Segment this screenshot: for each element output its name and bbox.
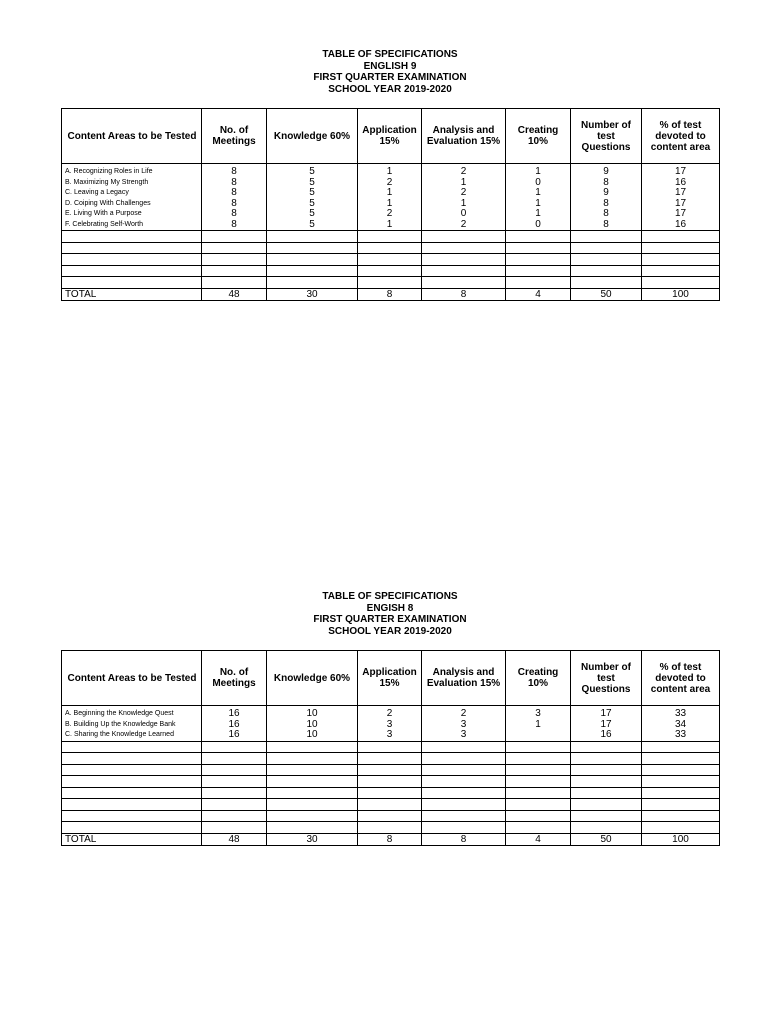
questions-cell: 8 bbox=[571, 199, 642, 210]
analysis-cell: 2 bbox=[422, 220, 506, 231]
application-cell: 1 bbox=[358, 167, 422, 178]
content-area: B. Building Up the Knowledge Bank bbox=[62, 720, 202, 731]
percent-cell: 17 bbox=[642, 188, 720, 199]
header-meetings: No. of Meetings bbox=[202, 651, 267, 706]
percent-cell: 33 bbox=[642, 709, 720, 720]
subject-title: ENGLISH 9 bbox=[363, 60, 417, 72]
specifications-table bbox=[61, 108, 720, 301]
knowledge-cell: 5 bbox=[267, 220, 358, 231]
content-area: A. Recognizing Roles in Life bbox=[62, 167, 202, 178]
doc-title: TABLE OF SPECIFICATIONS bbox=[322, 49, 458, 60]
empty-row bbox=[62, 764, 720, 776]
creating-cell: 0 bbox=[506, 220, 571, 231]
meetings-cell: 16 bbox=[202, 720, 267, 731]
header-creating: Creating 10% bbox=[506, 651, 571, 706]
creating-cell: 1 bbox=[506, 720, 571, 731]
table-header-row bbox=[62, 651, 720, 706]
table-row bbox=[62, 199, 720, 210]
creating-cell: 1 bbox=[506, 167, 571, 178]
total-knowledge: 30 bbox=[267, 833, 358, 845]
analysis-cell: 1 bbox=[422, 178, 506, 189]
header-creating: Creating 10% bbox=[506, 109, 571, 164]
content-area: A. Beginning the Knowledge Quest bbox=[62, 709, 202, 720]
total-percent: 100 bbox=[642, 833, 720, 845]
analysis-cell: 1 bbox=[422, 199, 506, 210]
application-cell: 1 bbox=[358, 199, 422, 210]
total-application: 8 bbox=[358, 833, 422, 845]
questions-cell: 16 bbox=[571, 730, 642, 741]
section-titles bbox=[61, 591, 719, 637]
content-area: C. Sharing the Knowledge Learned bbox=[62, 730, 202, 741]
total-questions: 50 bbox=[571, 288, 642, 300]
percent-cell: 34 bbox=[642, 720, 720, 731]
questions-cell: 17 bbox=[571, 720, 642, 731]
knowledge-cell: 5 bbox=[267, 188, 358, 199]
table-row bbox=[62, 209, 720, 220]
total-percent: 100 bbox=[642, 288, 720, 300]
meetings-cell: 8 bbox=[202, 220, 267, 231]
empty-row bbox=[62, 822, 720, 834]
header-meetings: No. of Meetings bbox=[202, 109, 267, 164]
questions-cell: 17 bbox=[571, 709, 642, 720]
total-analysis: 8 bbox=[422, 288, 506, 300]
subject-title: ENGISH 8 bbox=[366, 602, 414, 614]
specifications-table bbox=[61, 650, 720, 846]
table-row bbox=[62, 709, 720, 720]
analysis-cell: 3 bbox=[422, 730, 506, 741]
meetings-cell: 8 bbox=[202, 178, 267, 189]
total-label: TOTAL bbox=[62, 833, 202, 845]
header-percent-test: % of test devoted to content area bbox=[642, 109, 720, 164]
empty-row bbox=[62, 787, 720, 799]
school-year: SCHOOL YEAR 2019-2020 bbox=[328, 83, 452, 95]
meetings-cell: 16 bbox=[202, 709, 267, 720]
header-content-areas: Content Areas to be Tested bbox=[62, 651, 202, 706]
meetings-cell: 16 bbox=[202, 730, 267, 741]
creating-cell: 3 bbox=[506, 709, 571, 720]
percent-cell: 16 bbox=[642, 220, 720, 231]
exam-title: FIRST QUARTER EXAMINATION bbox=[313, 614, 467, 625]
content-area: E. Living With a Purpose bbox=[62, 209, 202, 220]
knowledge-cell: 5 bbox=[267, 178, 358, 189]
empty-row bbox=[62, 265, 720, 277]
total-label: TOTAL bbox=[62, 288, 202, 300]
empty-row bbox=[62, 810, 720, 822]
total-questions: 50 bbox=[571, 833, 642, 845]
table-row bbox=[62, 220, 720, 231]
total-application: 8 bbox=[358, 288, 422, 300]
school-year: SCHOOL YEAR 2019-2020 bbox=[328, 625, 452, 637]
application-cell: 2 bbox=[358, 178, 422, 189]
meetings-cell: 8 bbox=[202, 188, 267, 199]
questions-cell: 8 bbox=[571, 209, 642, 220]
knowledge-cell: 10 bbox=[267, 720, 358, 731]
header-number-questions: Number of test Questions bbox=[571, 651, 642, 706]
meetings-cell: 8 bbox=[202, 209, 267, 220]
empty-row bbox=[62, 799, 720, 811]
analysis-cell: 0 bbox=[422, 209, 506, 220]
questions-cell: 9 bbox=[571, 167, 642, 178]
header-knowledge: Knowledge 60% bbox=[267, 651, 358, 706]
creating-cell: 1 bbox=[506, 209, 571, 220]
total-creating: 4 bbox=[506, 288, 571, 300]
total-meetings: 48 bbox=[202, 288, 267, 300]
analysis-cell: 2 bbox=[422, 167, 506, 178]
creating-cell: 0 bbox=[506, 178, 571, 189]
application-cell: 1 bbox=[358, 220, 422, 231]
table-header-row bbox=[62, 109, 720, 164]
content-area: F. Celebrating Self-Worth bbox=[62, 220, 202, 231]
total-knowledge: 30 bbox=[267, 288, 358, 300]
creating-cell: 1 bbox=[506, 188, 571, 199]
application-cell: 2 bbox=[358, 209, 422, 220]
header-application: Application 15% bbox=[358, 651, 422, 706]
knowledge-cell: 10 bbox=[267, 730, 358, 741]
content-area: C. Leaving a Legacy bbox=[62, 188, 202, 199]
percent-cell: 33 bbox=[642, 730, 720, 741]
tos-section-english-9 bbox=[61, 49, 719, 301]
exam-title: FIRST QUARTER EXAMINATION bbox=[313, 72, 467, 83]
tos-section-english-8 bbox=[61, 591, 719, 846]
header-number-questions: Number of test Questions bbox=[571, 109, 642, 164]
empty-row bbox=[62, 753, 720, 765]
table-row bbox=[62, 167, 720, 178]
total-row bbox=[62, 288, 720, 300]
knowledge-cell: 5 bbox=[267, 199, 358, 210]
header-content-areas: Content Areas to be Tested bbox=[62, 109, 202, 164]
knowledge-cell: 10 bbox=[267, 709, 358, 720]
creating-cell bbox=[506, 730, 571, 741]
header-percent-test: % of test devoted to content area bbox=[642, 651, 720, 706]
header-application: Application 15% bbox=[358, 109, 422, 164]
knowledge-cell: 5 bbox=[267, 209, 358, 220]
analysis-cell: 2 bbox=[422, 709, 506, 720]
empty-row bbox=[62, 776, 720, 788]
percent-cell: 17 bbox=[642, 199, 720, 210]
questions-cell: 8 bbox=[571, 178, 642, 189]
empty-row bbox=[62, 231, 720, 243]
content-area: B. Maximizing My Strength bbox=[62, 178, 202, 189]
analysis-cell: 3 bbox=[422, 720, 506, 731]
total-analysis: 8 bbox=[422, 833, 506, 845]
application-cell: 2 bbox=[358, 709, 422, 720]
percent-cell: 16 bbox=[642, 178, 720, 189]
table-row bbox=[62, 730, 720, 741]
empty-row bbox=[62, 277, 720, 289]
application-cell: 3 bbox=[358, 720, 422, 731]
table-row bbox=[62, 178, 720, 189]
doc-title: TABLE OF SPECIFICATIONS bbox=[322, 591, 458, 602]
header-analysis-evaluation: Analysis and Evaluation 15% bbox=[422, 651, 506, 706]
questions-cell: 9 bbox=[571, 188, 642, 199]
total-creating: 4 bbox=[506, 833, 571, 845]
meetings-cell: 8 bbox=[202, 167, 267, 178]
total-meetings: 48 bbox=[202, 833, 267, 845]
empty-row bbox=[62, 242, 720, 254]
section-titles bbox=[61, 49, 719, 95]
application-cell: 1 bbox=[358, 188, 422, 199]
empty-row bbox=[62, 254, 720, 266]
questions-cell: 8 bbox=[571, 220, 642, 231]
table-row bbox=[62, 188, 720, 199]
knowledge-cell: 5 bbox=[267, 167, 358, 178]
empty-row bbox=[62, 741, 720, 753]
header-knowledge: Knowledge 60% bbox=[267, 109, 358, 164]
analysis-cell: 2 bbox=[422, 188, 506, 199]
application-cell: 3 bbox=[358, 730, 422, 741]
header-analysis-evaluation: Analysis and Evaluation 15% bbox=[422, 109, 506, 164]
percent-cell: 17 bbox=[642, 167, 720, 178]
creating-cell: 1 bbox=[506, 199, 571, 210]
content-area: D. Coiping With Challenges bbox=[62, 199, 202, 210]
percent-cell: 17 bbox=[642, 209, 720, 220]
meetings-cell: 8 bbox=[202, 199, 267, 210]
total-row bbox=[62, 833, 720, 845]
table-row bbox=[62, 720, 720, 731]
